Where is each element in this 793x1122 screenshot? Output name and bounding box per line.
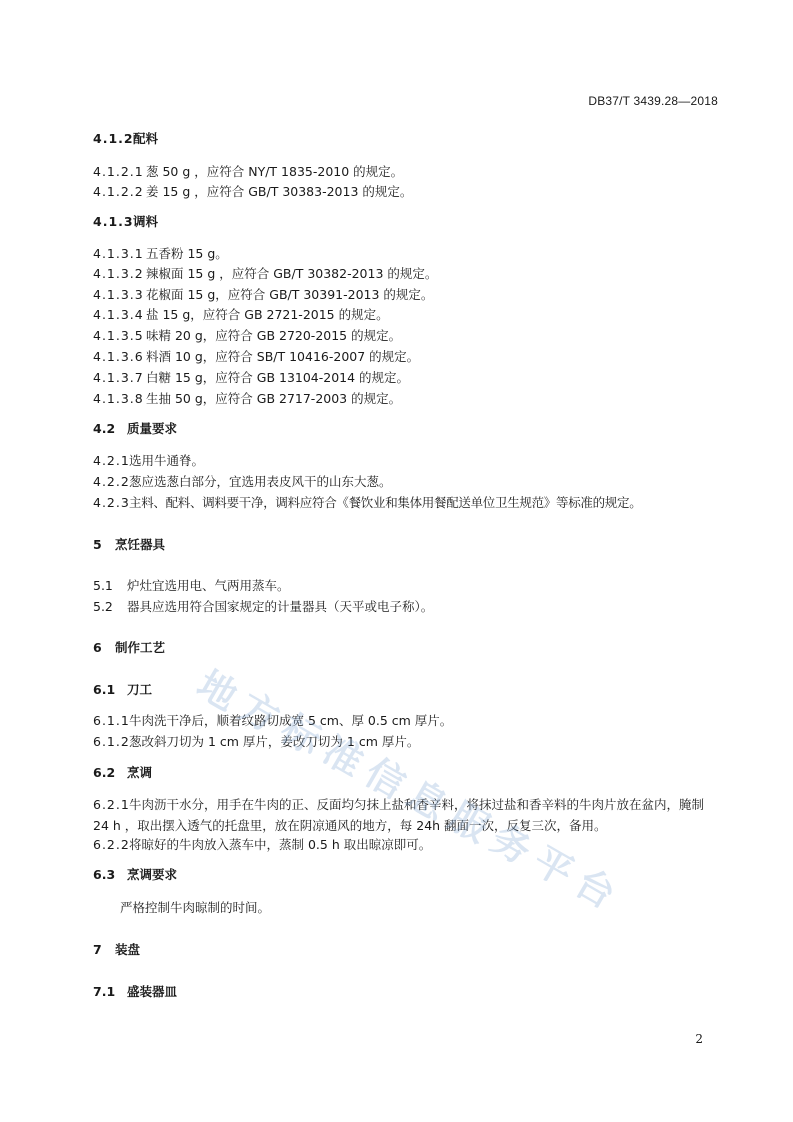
clause-text: 器具应选用符合国家规定的计量器具（天平或电子称）。 bbox=[127, 599, 434, 614]
clause-text: 葱 50 g ，应符合 NY/T 1835-2010 的规定。 bbox=[146, 164, 404, 179]
section-heading bbox=[93, 764, 723, 781]
clause-number: 4.1.3.2 bbox=[93, 266, 144, 281]
clause-number: 4.1.3.7 bbox=[93, 370, 144, 385]
clause-item bbox=[93, 183, 723, 200]
watermark-char: 服 bbox=[441, 793, 497, 852]
clause-text: 炉灶宜选用电、气两用蒸车。 bbox=[127, 578, 290, 593]
section-heading bbox=[93, 420, 723, 437]
watermark-char: 标 bbox=[273, 705, 329, 764]
clause-number: 5.1 bbox=[93, 578, 113, 593]
clause-number: 6.2.2 bbox=[93, 837, 130, 852]
clause-item bbox=[93, 348, 723, 365]
chapter-number: 6 bbox=[93, 640, 102, 655]
clause-item bbox=[93, 390, 723, 407]
clause-number: 6.1.2 bbox=[93, 734, 130, 749]
clause-number: 4.1.2.2 bbox=[93, 184, 144, 199]
clause-number: 4.1.3.8 bbox=[93, 391, 144, 406]
clause-text: 主料、配料、调料要干净，调料应符合《餐饮业和集体用餐配送单位卫生规范》等标准的规定。 bbox=[129, 495, 642, 510]
section-title: 调料 bbox=[133, 214, 159, 229]
clause-text: 牛肉洗干净后，顺着纹路切成宽 5 cm、厚 0.5 cm 厚片。 bbox=[129, 713, 453, 728]
clause-item bbox=[93, 494, 723, 511]
section-title: 烹调 bbox=[127, 765, 153, 780]
chapter-heading bbox=[93, 536, 723, 553]
clause-number: 4.1.3.1 bbox=[93, 246, 144, 261]
clause-number: 5.2 bbox=[93, 599, 113, 614]
section-heading bbox=[93, 213, 723, 230]
clause-item bbox=[93, 452, 723, 469]
clause-text: 料酒 10 g，应符合 SB/T 10416-2007 的规定。 bbox=[146, 349, 420, 364]
clause-text: 选用牛通脊。 bbox=[129, 453, 205, 468]
clause-text: 味精 20 g，应符合 GB 2720-2015 的规定。 bbox=[146, 328, 402, 343]
clause-text: 葱改斜刀切为 1 cm 厚片，姜改刀切为 1 cm 厚片。 bbox=[129, 734, 420, 749]
chapter-title: 烹饪器具 bbox=[115, 537, 166, 552]
page-number: 2 bbox=[695, 1032, 703, 1046]
section-number: 4.1.2 bbox=[93, 131, 134, 146]
clause-item bbox=[93, 327, 723, 344]
watermark-char: 台 bbox=[567, 859, 623, 918]
clause-text: 五香粉 15 g。 bbox=[146, 246, 228, 261]
section-title: 烹调要求 bbox=[127, 867, 178, 882]
clause-number: 4.2.2 bbox=[93, 474, 130, 489]
clause-text: 盐 15 g，应符合 GB 2721-2015 的规定。 bbox=[146, 307, 389, 322]
clause-number: 6.1.1 bbox=[93, 713, 130, 728]
chapter-title: 装盘 bbox=[115, 942, 141, 957]
clause-number: 4.1.3.6 bbox=[93, 349, 144, 364]
clause-number: 4.1.3.5 bbox=[93, 328, 144, 343]
watermark-char: 方 bbox=[231, 683, 287, 742]
clause-number: 6.2.1 bbox=[93, 797, 130, 812]
clause-text: 花椒面 15 g，应符合 GB/T 30391-2013 的规定。 bbox=[146, 287, 434, 302]
chapter-number: 7 bbox=[93, 942, 102, 957]
watermark-char: 准 bbox=[315, 727, 371, 786]
watermark-char: 息 bbox=[399, 771, 455, 830]
section-title: 配料 bbox=[133, 131, 159, 146]
section-title: 质量要求 bbox=[127, 421, 178, 436]
clause-text: 姜 15 g ，应符合 GB/T 30383-2013 的规定。 bbox=[146, 184, 413, 199]
clause-item bbox=[93, 306, 723, 323]
section-number: 6.2 bbox=[93, 765, 116, 780]
chapter-heading bbox=[93, 639, 723, 656]
section-number: 7.1 bbox=[93, 984, 116, 999]
clause-text: 牛肉沥干水分，用手在牛肉的正、反面均匀抹上盐和香辛料，将抹过盐和香辛料的牛肉片放在盆内，腌制 24 h ，取出摆入透气的托盘里，放在阴凉通风的地方，每 24h 翻面一次，反复三次，备用。 bbox=[93, 797, 705, 833]
watermark-char: 信 bbox=[357, 749, 413, 808]
clause-item bbox=[93, 473, 723, 490]
section-title: 刀工 bbox=[127, 682, 153, 697]
chapter-heading bbox=[93, 941, 723, 958]
section-number: 6.3 bbox=[93, 867, 116, 882]
clause-item bbox=[93, 577, 723, 594]
section-heading bbox=[93, 130, 723, 147]
chapter-number: 5 bbox=[93, 537, 102, 552]
clause-text: 辣椒面 15 g ，应符合 GB/T 30382-2013 的规定。 bbox=[146, 266, 438, 281]
chapter-title: 制作工艺 bbox=[115, 640, 166, 655]
clause-paragraph bbox=[93, 794, 723, 836]
clause-number: 4.1.3.3 bbox=[93, 287, 144, 302]
requirement-text: 严格控制牛肉晾制的时间。 bbox=[120, 900, 271, 915]
document-code: DB37/T 3439.28—2018 bbox=[588, 94, 718, 108]
clause-number: 4.2.1 bbox=[93, 453, 130, 468]
clause-item bbox=[93, 286, 723, 303]
clause-item bbox=[93, 245, 723, 262]
clause-item bbox=[93, 598, 723, 615]
watermark-char: 务 bbox=[483, 815, 539, 874]
clause-item bbox=[93, 712, 723, 729]
clause-item bbox=[93, 733, 723, 750]
clause-text: 生抽 50 g，应符合 GB 2717-2003 的规定。 bbox=[146, 391, 402, 406]
clause-item bbox=[93, 836, 723, 853]
clause-text: 将晾好的牛肉放入蒸车中，蒸制 0.5 h 取出晾凉即可。 bbox=[129, 837, 432, 852]
clause-item bbox=[93, 163, 723, 180]
section-heading bbox=[93, 866, 723, 883]
section-number: 4.1.3 bbox=[93, 214, 134, 229]
clause-number: 4.1.2.1 bbox=[93, 164, 144, 179]
section-number: 4.2 bbox=[93, 421, 116, 436]
clause-item bbox=[93, 265, 723, 282]
clause-text: 白糖 15 g，应符合 GB 13104-2014 的规定。 bbox=[146, 370, 410, 385]
section-heading bbox=[93, 983, 723, 1000]
watermark-char: 平 bbox=[525, 837, 581, 896]
clause-number: 4.2.3 bbox=[93, 495, 130, 510]
section-heading bbox=[93, 681, 723, 698]
section-number: 6.1 bbox=[93, 682, 116, 697]
clause-number: 4.1.3.4 bbox=[93, 307, 144, 322]
section-title: 盛装器皿 bbox=[127, 984, 178, 999]
clause-text: 葱应选葱白部分，宜选用表皮风干的山东大葱。 bbox=[129, 474, 392, 489]
watermark-char: 地 bbox=[189, 661, 245, 720]
clause-item bbox=[93, 369, 723, 386]
